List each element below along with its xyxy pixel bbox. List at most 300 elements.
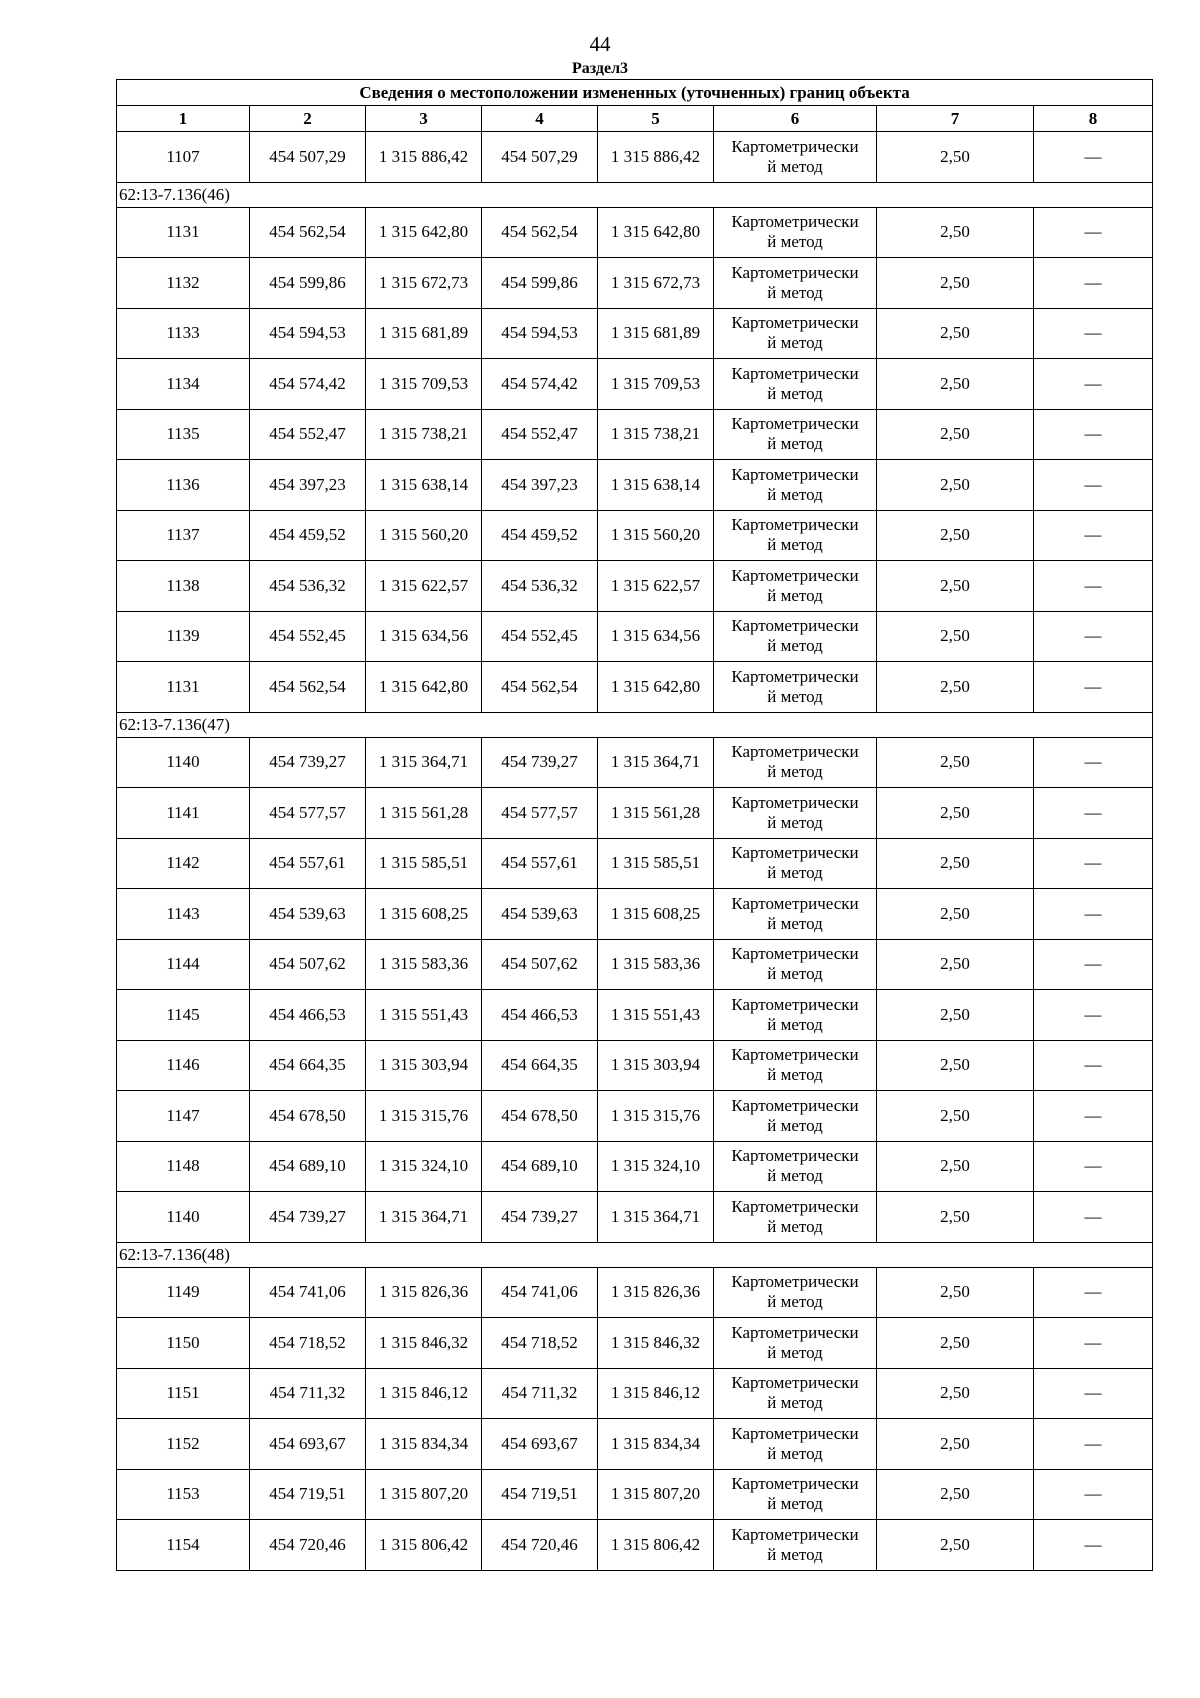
y-coordinate-refined: 1 315 681,89 [598, 308, 714, 359]
method-line2: й метод [767, 636, 823, 656]
point-number: 1136 [117, 460, 250, 511]
x-coordinate-refined: 454 678,50 [482, 1091, 598, 1142]
point-number: 1145 [117, 990, 250, 1041]
method-line1: Картометрически [731, 843, 859, 863]
x-coordinate-existing: 454 719,51 [250, 1469, 366, 1520]
method-line1: Картометрически [731, 944, 859, 964]
table-row [117, 939, 1153, 990]
method-line1: Картометрически [731, 313, 859, 333]
table-row [117, 788, 1153, 839]
point-number: 1142 [117, 838, 250, 889]
method-line1: Картометрически [731, 1423, 859, 1443]
x-coordinate-existing: 454 507,62 [250, 939, 366, 990]
method-cell [714, 1419, 877, 1470]
y-coordinate-existing: 1 315 303,94 [366, 1040, 482, 1091]
x-coordinate-refined: 454 719,51 [482, 1469, 598, 1520]
note: — [1034, 990, 1153, 1041]
table-row [117, 1368, 1153, 1419]
method-line2: й метод [767, 484, 823, 504]
x-coordinate-existing: 454 562,54 [250, 207, 366, 258]
x-coordinate-refined: 454 718,52 [482, 1318, 598, 1369]
y-coordinate-refined: 1 315 583,36 [598, 939, 714, 990]
table-row [117, 561, 1153, 612]
table-row [117, 889, 1153, 940]
column-number: 1 [117, 106, 250, 132]
note: — [1034, 889, 1153, 940]
accuracy: 2,50 [877, 409, 1034, 460]
method-line1: Картометрически [731, 262, 859, 282]
method-line1: Картометрически [731, 414, 859, 434]
x-coordinate-refined: 454 739,27 [482, 737, 598, 788]
accuracy: 2,50 [877, 1318, 1034, 1369]
y-coordinate-refined: 1 315 364,71 [598, 737, 714, 788]
point-number: 1149 [117, 1267, 250, 1318]
accuracy: 2,50 [877, 1141, 1034, 1192]
note: — [1034, 1318, 1153, 1369]
x-coordinate-refined: 454 594,53 [482, 308, 598, 359]
y-coordinate-refined: 1 315 315,76 [598, 1091, 714, 1142]
method-line1: Картометрически [731, 1146, 859, 1166]
y-coordinate-refined: 1 315 709,53 [598, 359, 714, 410]
column-number: 5 [598, 106, 714, 132]
note: — [1034, 939, 1153, 990]
note: — [1034, 207, 1153, 258]
method-line1: Картометрически [731, 212, 859, 232]
column-number: 3 [366, 106, 482, 132]
note: — [1034, 1141, 1153, 1192]
accuracy: 2,50 [877, 460, 1034, 511]
y-coordinate-existing: 1 315 638,14 [366, 460, 482, 511]
accuracy: 2,50 [877, 1267, 1034, 1318]
y-coordinate-refined: 1 315 634,56 [598, 611, 714, 662]
note: — [1034, 359, 1153, 410]
method-line1: Картометрически [731, 136, 859, 156]
method-line1: Картометрически [731, 616, 859, 636]
y-coordinate-existing: 1 315 608,25 [366, 889, 482, 940]
y-coordinate-refined: 1 315 642,80 [598, 207, 714, 258]
section-title: Раздел3 [571, 60, 629, 77]
method-line2: й метод [767, 1494, 823, 1514]
method-cell [714, 460, 877, 511]
method-cell [714, 611, 877, 662]
x-coordinate-refined: 454 711,32 [482, 1368, 598, 1419]
x-coordinate-existing: 454 711,32 [250, 1368, 366, 1419]
y-coordinate-existing: 1 315 846,32 [366, 1318, 482, 1369]
point-number: 1140 [117, 737, 250, 788]
x-coordinate-refined: 454 507,62 [482, 939, 598, 990]
table-row [117, 1192, 1153, 1243]
table-row [117, 737, 1153, 788]
method-cell [714, 788, 877, 839]
point-number: 1153 [117, 1469, 250, 1520]
y-coordinate-existing: 1 315 846,12 [366, 1368, 482, 1419]
note: — [1034, 510, 1153, 561]
x-coordinate-refined: 454 557,61 [482, 838, 598, 889]
point-number: 1150 [117, 1318, 250, 1369]
group-header-row [117, 1242, 1153, 1267]
accuracy: 2,50 [877, 662, 1034, 713]
point-number: 1152 [117, 1419, 250, 1470]
page-number: 44 [589, 32, 611, 56]
method-line1: Картометрически [731, 994, 859, 1014]
y-coordinate-existing: 1 315 826,36 [366, 1267, 482, 1318]
table-row [117, 510, 1153, 561]
method-line2: й метод [767, 913, 823, 933]
method-cell [714, 662, 877, 713]
x-coordinate-existing: 454 741,06 [250, 1267, 366, 1318]
y-coordinate-refined: 1 315 672,73 [598, 258, 714, 309]
point-number: 1147 [117, 1091, 250, 1142]
note: — [1034, 838, 1153, 889]
note: — [1034, 1040, 1153, 1091]
method-cell [714, 838, 877, 889]
table-row [117, 1091, 1153, 1142]
x-coordinate-refined: 454 466,53 [482, 990, 598, 1041]
method-line2: й метод [767, 1065, 823, 1085]
cadastral-group-label: 62:13-7.136(46) [117, 182, 1153, 207]
y-coordinate-existing: 1 315 551,43 [366, 990, 482, 1041]
y-coordinate-refined: 1 315 738,21 [598, 409, 714, 460]
point-number: 1131 [117, 662, 250, 713]
method-line2: й метод [767, 1393, 823, 1413]
method-line1: Картометрически [731, 1095, 859, 1115]
accuracy: 2,50 [877, 788, 1034, 839]
table-row [117, 1141, 1153, 1192]
note: — [1034, 611, 1153, 662]
method-cell [714, 1318, 877, 1369]
method-line2: й метод [767, 1115, 823, 1135]
method-line2: й метод [767, 1342, 823, 1362]
x-coordinate-refined: 454 539,63 [482, 889, 598, 940]
method-line2: й метод [767, 762, 823, 782]
table-row [117, 990, 1153, 1041]
method-line1: Картометрически [731, 1196, 859, 1216]
table-row [117, 1267, 1153, 1318]
note: — [1034, 1368, 1153, 1419]
method-line1: Картометрически [731, 515, 859, 535]
method-line2: й метод [767, 964, 823, 984]
column-number-row [117, 106, 1153, 132]
y-coordinate-existing: 1 315 807,20 [366, 1469, 482, 1520]
note: — [1034, 737, 1153, 788]
x-coordinate-existing: 454 574,42 [250, 359, 366, 410]
x-coordinate-existing: 454 739,27 [250, 1192, 366, 1243]
method-line1: Картометрически [731, 1474, 859, 1494]
x-coordinate-existing: 454 594,53 [250, 308, 366, 359]
y-coordinate-existing: 1 315 738,21 [366, 409, 482, 460]
method-cell [714, 889, 877, 940]
x-coordinate-existing: 454 552,45 [250, 611, 366, 662]
method-cell [714, 561, 877, 612]
accuracy: 2,50 [877, 359, 1034, 410]
method-cell [714, 258, 877, 309]
y-coordinate-existing: 1 315 583,36 [366, 939, 482, 990]
method-line1: Картометрически [731, 565, 859, 585]
x-coordinate-refined: 454 507,29 [482, 132, 598, 183]
group-header-row [117, 182, 1153, 207]
y-coordinate-existing: 1 315 561,28 [366, 788, 482, 839]
y-coordinate-refined: 1 315 585,51 [598, 838, 714, 889]
method-cell [714, 1192, 877, 1243]
method-line1: Картометрически [731, 464, 859, 484]
method-line1: Картометрически [731, 666, 859, 686]
x-coordinate-refined: 454 689,10 [482, 1141, 598, 1192]
method-cell [714, 1469, 877, 1520]
column-number: 8 [1034, 106, 1153, 132]
accuracy: 2,50 [877, 889, 1034, 940]
method-cell [714, 1091, 877, 1142]
x-coordinate-refined: 454 577,57 [482, 788, 598, 839]
method-cell [714, 737, 877, 788]
column-number: 6 [714, 106, 877, 132]
y-coordinate-existing: 1 315 324,10 [366, 1141, 482, 1192]
y-coordinate-existing: 1 315 585,51 [366, 838, 482, 889]
x-coordinate-existing: 454 539,63 [250, 889, 366, 940]
accuracy: 2,50 [877, 1368, 1034, 1419]
x-coordinate-refined: 454 459,52 [482, 510, 598, 561]
table-row [117, 1318, 1153, 1369]
accuracy: 2,50 [877, 510, 1034, 561]
note: — [1034, 662, 1153, 713]
method-line2: й метод [767, 282, 823, 302]
x-coordinate-refined: 454 562,54 [482, 207, 598, 258]
x-coordinate-existing: 454 599,86 [250, 258, 366, 309]
method-line2: й метод [767, 535, 823, 555]
table-row [117, 838, 1153, 889]
note: — [1034, 1091, 1153, 1142]
method-line1: Картометрически [731, 363, 859, 383]
x-coordinate-refined: 454 536,32 [482, 561, 598, 612]
method-line1: Картометрически [731, 792, 859, 812]
point-number: 1154 [117, 1520, 250, 1571]
method-line2: й метод [767, 1292, 823, 1312]
group-header-row [117, 712, 1153, 737]
x-coordinate-existing: 454 693,67 [250, 1419, 366, 1470]
point-number: 1141 [117, 788, 250, 839]
point-number: 1135 [117, 409, 250, 460]
method-line2: й метод [767, 686, 823, 706]
method-line2: й метод [767, 1443, 823, 1463]
method-line2: й метод [767, 434, 823, 454]
table-caption-row [117, 80, 1153, 106]
x-coordinate-existing: 454 664,35 [250, 1040, 366, 1091]
table-body [117, 132, 1153, 1571]
method-line1: Картометрически [731, 1373, 859, 1393]
y-coordinate-refined: 1 315 364,71 [598, 1192, 714, 1243]
y-coordinate-existing: 1 315 364,71 [366, 737, 482, 788]
method-cell [714, 510, 877, 561]
method-cell [714, 409, 877, 460]
method-cell [714, 132, 877, 183]
method-line2: й метод [767, 232, 823, 252]
cadastral-group-label: 62:13-7.136(48) [117, 1242, 1153, 1267]
method-line2: й метод [767, 383, 823, 403]
y-coordinate-refined: 1 315 561,28 [598, 788, 714, 839]
column-number: 7 [877, 106, 1034, 132]
point-number: 1134 [117, 359, 250, 410]
y-coordinate-existing: 1 315 634,56 [366, 611, 482, 662]
method-line2: й метод [767, 812, 823, 832]
method-line2: й метод [767, 156, 823, 176]
table-row [117, 1469, 1153, 1520]
y-coordinate-refined: 1 315 324,10 [598, 1141, 714, 1192]
y-coordinate-refined: 1 315 826,36 [598, 1267, 714, 1318]
table-row [117, 258, 1153, 309]
y-coordinate-refined: 1 315 551,43 [598, 990, 714, 1041]
method-cell [714, 1040, 877, 1091]
point-number: 1139 [117, 611, 250, 662]
table-row [117, 611, 1153, 662]
cadastral-group-label: 62:13-7.136(47) [117, 712, 1153, 737]
y-coordinate-existing: 1 315 642,80 [366, 207, 482, 258]
note: — [1034, 132, 1153, 183]
method-line1: Картометрически [731, 1045, 859, 1065]
y-coordinate-refined: 1 315 886,42 [598, 132, 714, 183]
x-coordinate-refined: 454 574,42 [482, 359, 598, 410]
x-coordinate-refined: 454 552,45 [482, 611, 598, 662]
x-coordinate-refined: 454 693,67 [482, 1419, 598, 1470]
coordinates-table [116, 79, 1153, 1571]
x-coordinate-existing: 454 557,61 [250, 838, 366, 889]
accuracy: 2,50 [877, 1192, 1034, 1243]
method-cell [714, 308, 877, 359]
method-cell [714, 1267, 877, 1318]
x-coordinate-refined: 454 720,46 [482, 1520, 598, 1571]
x-coordinate-refined: 454 552,47 [482, 409, 598, 460]
method-line2: й метод [767, 1216, 823, 1236]
y-coordinate-refined: 1 315 622,57 [598, 561, 714, 612]
table-row [117, 1040, 1153, 1091]
y-coordinate-refined: 1 315 807,20 [598, 1469, 714, 1520]
accuracy: 2,50 [877, 561, 1034, 612]
accuracy: 2,50 [877, 258, 1034, 309]
point-number: 1137 [117, 510, 250, 561]
point-number: 1138 [117, 561, 250, 612]
table-row [117, 1419, 1153, 1470]
y-coordinate-existing: 1 315 886,42 [366, 132, 482, 183]
note: — [1034, 788, 1153, 839]
x-coordinate-existing: 454 577,57 [250, 788, 366, 839]
method-line1: Картометрически [731, 1524, 859, 1544]
y-coordinate-existing: 1 315 806,42 [366, 1520, 482, 1571]
table-row [117, 308, 1153, 359]
y-coordinate-existing: 1 315 315,76 [366, 1091, 482, 1142]
y-coordinate-refined: 1 315 846,32 [598, 1318, 714, 1369]
y-coordinate-existing: 1 315 681,89 [366, 308, 482, 359]
method-cell [714, 1520, 877, 1571]
table-row [117, 1520, 1153, 1571]
x-coordinate-existing: 454 536,32 [250, 561, 366, 612]
accuracy: 2,50 [877, 737, 1034, 788]
y-coordinate-refined: 1 315 608,25 [598, 889, 714, 940]
x-coordinate-existing: 454 689,10 [250, 1141, 366, 1192]
x-coordinate-existing: 454 739,27 [250, 737, 366, 788]
note: — [1034, 258, 1153, 309]
accuracy: 2,50 [877, 1469, 1034, 1520]
note: — [1034, 1520, 1153, 1571]
note: — [1034, 561, 1153, 612]
accuracy: 2,50 [877, 838, 1034, 889]
x-coordinate-refined: 454 664,35 [482, 1040, 598, 1091]
y-coordinate-refined: 1 315 846,12 [598, 1368, 714, 1419]
y-coordinate-refined: 1 315 806,42 [598, 1520, 714, 1571]
method-cell [714, 207, 877, 258]
table-row [117, 359, 1153, 410]
point-number: 1146 [117, 1040, 250, 1091]
x-coordinate-refined: 454 562,54 [482, 662, 598, 713]
y-coordinate-refined: 1 315 638,14 [598, 460, 714, 511]
method-cell [714, 359, 877, 410]
point-number: 1148 [117, 1141, 250, 1192]
y-coordinate-refined: 1 315 560,20 [598, 510, 714, 561]
note: — [1034, 1192, 1153, 1243]
x-coordinate-refined: 454 397,23 [482, 460, 598, 511]
accuracy: 2,50 [877, 990, 1034, 1041]
method-line2: й метод [767, 863, 823, 883]
x-coordinate-existing: 454 678,50 [250, 1091, 366, 1142]
note: — [1034, 1469, 1153, 1520]
column-number: 4 [482, 106, 598, 132]
y-coordinate-existing: 1 315 834,34 [366, 1419, 482, 1470]
point-number: 1107 [117, 132, 250, 183]
x-coordinate-existing: 454 720,46 [250, 1520, 366, 1571]
accuracy: 2,50 [877, 1091, 1034, 1142]
point-number: 1140 [117, 1192, 250, 1243]
note: — [1034, 1267, 1153, 1318]
note: — [1034, 1419, 1153, 1470]
note: — [1034, 409, 1153, 460]
x-coordinate-existing: 454 397,23 [250, 460, 366, 511]
accuracy: 2,50 [877, 611, 1034, 662]
method-line2: й метод [767, 1014, 823, 1034]
table-row [117, 409, 1153, 460]
method-line1: Картометрически [731, 742, 859, 762]
y-coordinate-existing: 1 315 709,53 [366, 359, 482, 410]
y-coordinate-existing: 1 315 672,73 [366, 258, 482, 309]
x-coordinate-refined: 454 739,27 [482, 1192, 598, 1243]
y-coordinate-refined: 1 315 303,94 [598, 1040, 714, 1091]
x-coordinate-refined: 454 599,86 [482, 258, 598, 309]
method-line1: Картометрически [731, 893, 859, 913]
point-number: 1133 [117, 308, 250, 359]
table-row [117, 132, 1153, 183]
method-line1: Картометрически [731, 1322, 859, 1342]
accuracy: 2,50 [877, 308, 1034, 359]
x-coordinate-existing: 454 718,52 [250, 1318, 366, 1369]
accuracy: 2,50 [877, 1520, 1034, 1571]
x-coordinate-existing: 454 459,52 [250, 510, 366, 561]
x-coordinate-refined: 454 741,06 [482, 1267, 598, 1318]
point-number: 1131 [117, 207, 250, 258]
y-coordinate-existing: 1 315 560,20 [366, 510, 482, 561]
accuracy: 2,50 [877, 1040, 1034, 1091]
point-number: 1144 [117, 939, 250, 990]
y-coordinate-existing: 1 315 622,57 [366, 561, 482, 612]
table-row [117, 662, 1153, 713]
note: — [1034, 308, 1153, 359]
point-number: 1143 [117, 889, 250, 940]
table-row [117, 460, 1153, 511]
y-coordinate-existing: 1 315 642,80 [366, 662, 482, 713]
method-cell [714, 1141, 877, 1192]
y-coordinate-refined: 1 315 642,80 [598, 662, 714, 713]
column-number: 2 [250, 106, 366, 132]
x-coordinate-existing: 454 507,29 [250, 132, 366, 183]
accuracy: 2,50 [877, 207, 1034, 258]
x-coordinate-existing: 454 552,47 [250, 409, 366, 460]
accuracy: 2,50 [877, 132, 1034, 183]
table-caption: Сведения о местоположении измененных (уточненных) границ объекта [117, 80, 1153, 106]
